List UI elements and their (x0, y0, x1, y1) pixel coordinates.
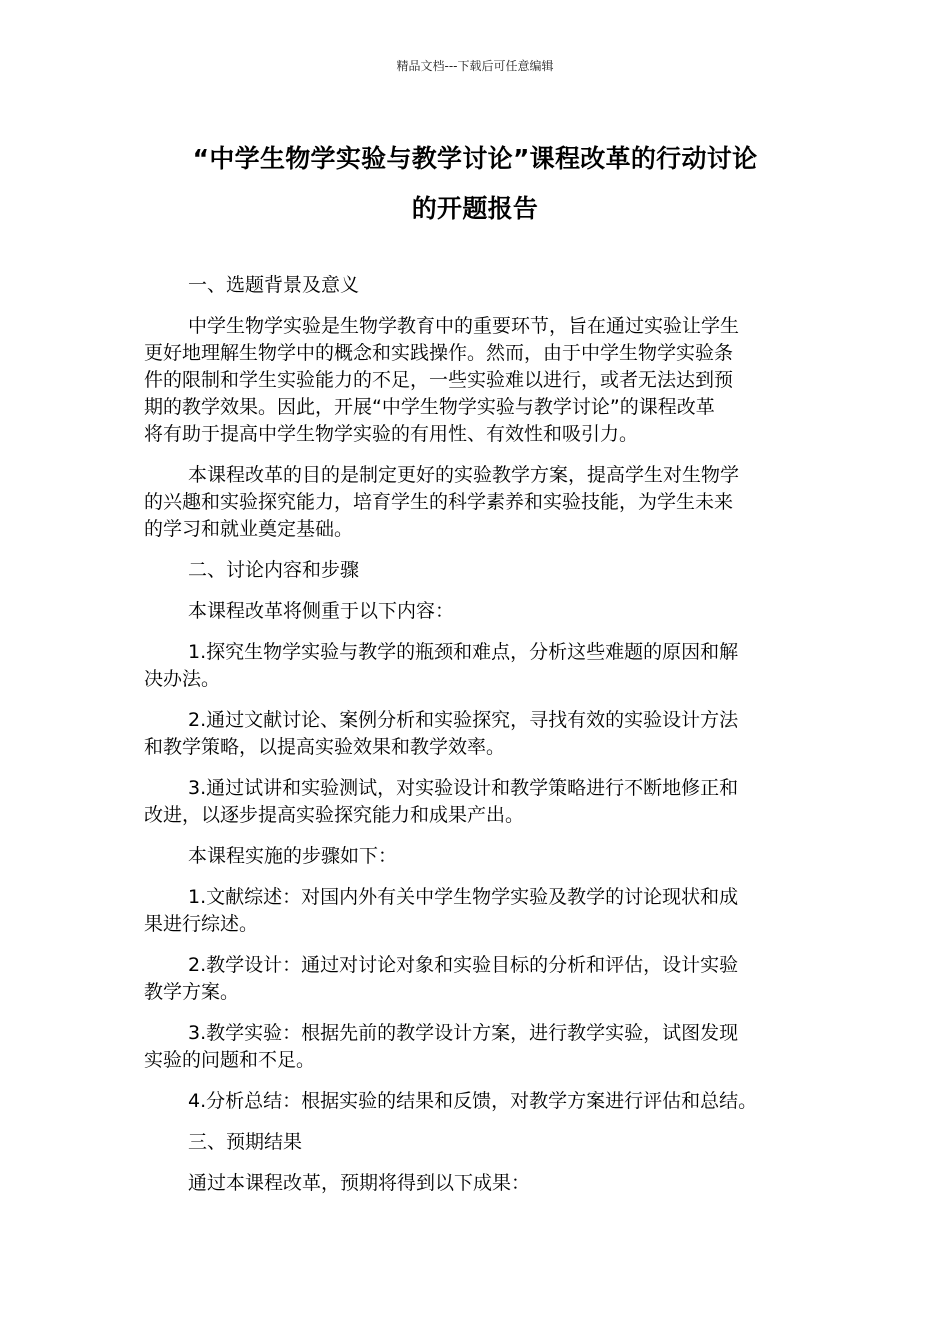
paragraph-results-intro: 通过本课程改革，预期将得到以下成果： (188, 1172, 531, 1194)
text-line: 教学方案。 (144, 981, 240, 1003)
text-line: 将有助于提高中学生物学实验的有用性、有效性和吸引力。 (144, 423, 639, 445)
text-line: 改进，以逐步提高实验探究能力和成果产出。 (144, 804, 525, 826)
text-line: 本课程改革的目的是制定更好的实验教学方案，提高学生对生物学 (188, 464, 740, 486)
document-title (115, 134, 835, 234)
text-line: 和教学策略，以提高实验效果和教学效率。 (144, 736, 506, 758)
paragraph-content-intro: 本课程改革将侧重于以下内容： (188, 600, 455, 622)
section-heading-1: 一、选题背景及意义 (188, 274, 360, 296)
list-item-content-3 (144, 775, 804, 829)
text-line: 2.教学设计：通过对讨论对象和实验目标的分析和评估，设计实验 (188, 954, 739, 976)
paragraph-background (144, 313, 804, 448)
text-line: 的兴趣和实验探究能力，培育学生的科学素养和实验技能，为学生未来 (144, 491, 734, 513)
text-line: 1.文献综述：对国内外有关中学生物学实验及教学的讨论现状和成 (188, 886, 739, 908)
text-line: 2.通过文献讨论、案例分析和实验探究，寻找有效的实验设计方法 (188, 709, 739, 731)
paragraph-steps-intro: 本课程实施的步骤如下： (188, 845, 398, 867)
text-line: 的学习和就业奠定基础。 (144, 518, 354, 540)
list-item-content-1 (144, 639, 804, 693)
section-heading-2: 二、讨论内容和步骤 (188, 559, 360, 581)
list-item-step-4 (144, 1088, 804, 1115)
section-heading-3: 三、预期结果 (188, 1131, 303, 1153)
text-line: 1.探究生物学实验与教学的瓶颈和难点，分析这些难题的原因和解 (188, 641, 739, 663)
page-header: 精品文档---下载后可任意编辑 (396, 59, 554, 73)
list-item-content-2 (144, 707, 804, 761)
text-line: 果进行综述。 (144, 913, 259, 935)
text-line: 件的限制和学生实验能力的不足，一些实验难以进行，或者无法达到预 (144, 369, 734, 391)
text-line: 实验的问题和不足。 (144, 1049, 316, 1071)
text-line: 期的教学效果。因此，开展“中学生物学实验与教学讨论”的课程改革 (144, 396, 715, 418)
title-line-2: 的开题报告 (411, 194, 539, 223)
text-line: 4.分析总结：根据实验的结果和反馈，对教学方案进行评估和总结。 (188, 1090, 758, 1112)
list-item-step-2 (144, 952, 804, 1006)
text-line: 3.通过试讲和实验测试，对实验设计和教学策略进行不断地修正和 (188, 777, 739, 799)
text-line: 中学生物学实验是生物学教育中的重要环节，旨在通过实验让学生 (188, 315, 740, 337)
paragraph-purpose (144, 462, 804, 543)
text-line: 3.教学实验：根据先前的教学设计方案，进行教学实验，试图发现 (188, 1022, 739, 1044)
title-line-1: “中学生物学实验与教学讨论”课程改革的行动讨论 (192, 144, 758, 173)
list-item-step-3 (144, 1020, 804, 1074)
document-body (144, 272, 804, 1211)
text-line: 更好地理解生物学中的概念和实践操作。然而，由于中学生物学实验条 (144, 342, 734, 364)
text-line: 决办法。 (144, 668, 221, 690)
list-item-step-1 (144, 884, 804, 938)
